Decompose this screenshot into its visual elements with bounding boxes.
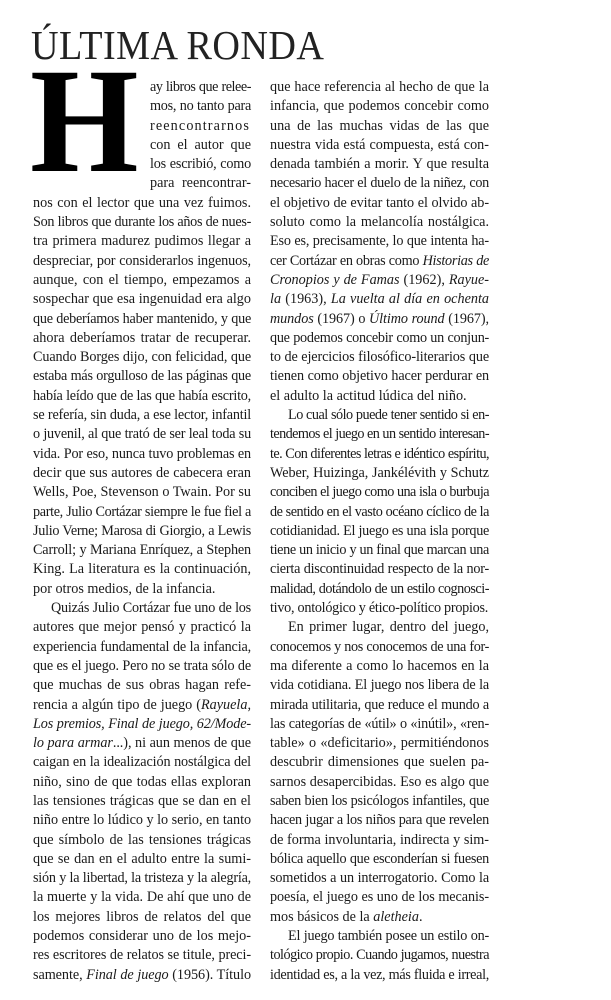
text-line [270, 310, 489, 329]
text-line [33, 811, 251, 830]
text-line [270, 599, 489, 618]
text-segment: los escribió, como [150, 156, 251, 173]
italic-title: Los premios, Final de juego, 62/Mode- [33, 715, 251, 732]
text-segment: identidad es, a la vez, más fluida e irreal, [270, 966, 489, 983]
text-segment: Lo cual sólo puede tener sentido si en- [288, 407, 489, 424]
text-line [150, 174, 251, 193]
text-line [33, 483, 251, 502]
text-segment: cer Cortázar en obras como [270, 252, 423, 269]
text-segment: hacen jugar a los niños para que revelen [270, 812, 489, 829]
text-line [270, 522, 489, 541]
text-segment: (1967), [444, 310, 490, 327]
text-segment: Wells, Poe, Stevenson o Twain. Por su [33, 484, 251, 501]
text-segment: podemos considerar uno de los mejo- [33, 928, 251, 945]
text-line [33, 850, 251, 869]
text-line [270, 696, 489, 715]
text-segment: saben bien los psicólogos infantiles, que [270, 792, 489, 809]
text-line [270, 966, 489, 985]
text-line [33, 541, 251, 560]
text-segment: table» o «deficitario», permitiéndonos [270, 735, 489, 752]
text-segment: sarnos desapercibidas. Eso es algo que [270, 773, 489, 790]
text-segment: vida cotidiana. El juego nos libera de la [270, 677, 489, 694]
text-line [270, 560, 489, 579]
text-segment: estaba más orgulloso de las páginas que [33, 368, 251, 385]
text-line [33, 445, 251, 464]
text-line [33, 387, 251, 406]
text-segment: tienen como objetivo hacer perdurar en [270, 368, 489, 385]
text-segment: tendemos el juego en un sentido interesan- [270, 426, 489, 443]
text-line [270, 252, 489, 271]
italic-title: Rayue- [448, 271, 489, 288]
text-segment: mos, no tanto para [150, 98, 251, 115]
text-line [270, 174, 489, 193]
text-line [33, 252, 251, 271]
text-segment: niño entre lo lúdico y lo serio, en tanto [33, 812, 251, 829]
text-line [33, 194, 251, 213]
text-line [33, 657, 251, 676]
text-segment: experiencia fundamental de la infancia, [33, 638, 251, 655]
text-segment: se refería, sin duda, a ese lector, infantil [33, 407, 251, 424]
text-line [270, 792, 489, 811]
text-segment: cierta discontinuidad respecto de la nor- [270, 561, 489, 578]
text-segment: (1962), [399, 271, 449, 288]
text-segment: de sentido en el vasto océano cíclico de la [270, 503, 489, 520]
text-segment: con el autor que [150, 136, 251, 153]
text-segment: tivo, ontológico y ético-político propios. [270, 600, 488, 617]
text-segment: (1963), [281, 291, 331, 308]
text-segment: cotidianidad. El juego es una isla porque [270, 522, 489, 539]
italic-title: aletheia [373, 908, 419, 925]
text-segment: necesario hacer el duelo de la niñez, con [270, 175, 489, 192]
text-line [33, 464, 251, 483]
text-segment: nos con el lector que una vez fuimos. [33, 194, 251, 211]
text-segment: reencontrarnos [150, 117, 250, 134]
text-segment: malidad, dotándolo de un estilo cognosci- [270, 580, 489, 597]
italic-title: la [270, 291, 282, 308]
text-line [33, 869, 251, 888]
text-line [33, 831, 251, 850]
text-segment: Eso es, precisamente, lo que intenta ha- [270, 233, 489, 250]
text-line [270, 97, 489, 116]
italic-title: mundos [270, 310, 314, 327]
text-segment: Son libros que durante los años de nues- [33, 214, 251, 231]
text-segment: para reencontrar- [150, 175, 251, 192]
text-line [33, 753, 251, 772]
text-line [270, 888, 489, 907]
text-line [33, 773, 251, 792]
text-segment: despreciar, por considerarlos ingenuos, [33, 252, 251, 269]
text-segment: Julio Verne; Marosa di Giorgio, a Lewis [33, 522, 251, 539]
text-segment: infancia, que podemos concebir como [270, 98, 489, 115]
text-line [270, 117, 489, 136]
text-line [33, 946, 251, 965]
text-segment: soluto como la melancolía nostálgica. [270, 214, 489, 231]
text-segment: tológico propio. Cuando jugamos, nuestra [270, 947, 489, 964]
text-line [270, 136, 489, 155]
text-segment: parte, Julio Cortázar siempre le fue fiel a [33, 503, 251, 520]
text-line [270, 657, 489, 676]
text-segment: que es el juego. Pero no se trata sólo de [33, 657, 251, 674]
text-line [150, 136, 251, 155]
text-segment: Quizás Julio Cortázar fue uno de los [51, 600, 251, 617]
text-line [270, 155, 489, 174]
text-segment: King. La literatura es la continuación, [33, 561, 251, 578]
text-line [270, 483, 489, 502]
text-line [33, 522, 251, 541]
italic-title: lo para armar [33, 735, 113, 752]
text-line [270, 290, 489, 309]
italic-title: La vuelta al día en ochenta [330, 291, 489, 308]
article-title: ÚLTIMA RONDA [31, 22, 325, 69]
text-segment: nuestra vida está compuesta, está con- [270, 136, 489, 153]
text-line [33, 271, 251, 290]
italic-title: Rayuela, [200, 696, 251, 713]
text-segment: sospechar que esa ingenuidad era algo [33, 291, 251, 308]
text-line [33, 310, 251, 329]
text-line [270, 232, 489, 251]
text-segment: por otros medios, de la infancia. [33, 580, 216, 597]
text-line [270, 618, 489, 637]
text-line [270, 387, 489, 406]
text-segment: mirada utilitaria, que reduce el mundo a [270, 696, 489, 713]
drop-cap: H [30, 38, 139, 204]
text-line [33, 329, 251, 348]
text-segment: conciben el juego como una isla o burbuja [270, 484, 489, 501]
text-line [33, 792, 251, 811]
text-line [33, 503, 251, 522]
text-segment: ...), ni aun menos de que [112, 735, 251, 752]
text-segment: las categorías de «útil» o «inútil», «ren- [270, 715, 489, 732]
text-segment: poesía, el juego es uno de los mecanis- [270, 889, 489, 906]
text-line [150, 78, 251, 97]
text-segment: rencia a algún tipo de juego ( [33, 696, 201, 713]
text-line [33, 599, 251, 618]
text-line [33, 908, 251, 927]
text-segment: descubrir dimensiones que suelen pa- [270, 754, 489, 771]
text-segment: ay libros que relee- [150, 79, 251, 95]
text-segment: de forma involuntaria, indirecta y sim- [270, 831, 489, 848]
italic-title: Final de juego [86, 966, 169, 983]
text-segment: aunque, con el tiempo, empezamos a [33, 271, 251, 288]
text-line [270, 946, 489, 965]
text-segment: autores que mejor pensó y practicó la [33, 619, 251, 636]
text-line [33, 425, 251, 444]
text-line [33, 560, 251, 579]
text-segment: Cuando Borges dijo, con felicidad, que [33, 349, 251, 366]
text-segment: una de las muchas vidas de las que [270, 117, 489, 134]
text-segment: . [418, 908, 423, 925]
italic-title: Cronopios y de Famas [270, 271, 400, 288]
text-line [33, 232, 251, 251]
text-segment: los mejores libros de relatos del que [33, 908, 251, 925]
text-segment: que muchas de sus obras hagan refe- [33, 677, 251, 694]
text-line [270, 850, 489, 869]
text-segment: conocemos y nos conocemos de una for- [270, 638, 489, 655]
text-line [33, 367, 251, 386]
text-segment: to de ejercicios filosófico-literarios que [270, 349, 489, 366]
text-line [33, 213, 251, 232]
text-line [270, 773, 489, 792]
text-segment: tiene un inicio y un final que marcan una [270, 542, 489, 559]
text-segment: que se dan en el adulto entre la sumi- [33, 850, 251, 867]
text-line [33, 734, 251, 753]
text-segment: El juego también posee un estilo on- [288, 928, 489, 945]
right-column [270, 78, 489, 985]
text-line [270, 927, 489, 946]
text-line [270, 715, 489, 734]
text-line [150, 97, 251, 116]
text-line [270, 348, 489, 367]
text-line [33, 580, 251, 599]
text-line [33, 715, 251, 734]
text-line [270, 425, 489, 444]
left-column [33, 78, 251, 985]
italic-title: Historias de [422, 252, 490, 269]
text-line [270, 811, 489, 830]
text-segment: que podemos concebir como un conjun- [270, 329, 489, 346]
text-segment: (1967) o [313, 310, 369, 327]
text-segment: te. Con diferentes letras e idéntico espíritu, [270, 445, 489, 462]
text-line [33, 676, 251, 695]
text-segment: mos básicos de la [270, 908, 374, 925]
text-line [270, 580, 489, 599]
text-segment: bólica aquello que esconderían si fuesen [270, 850, 489, 867]
text-line [270, 676, 489, 695]
text-segment: tra primera madurez pudimos llegar a [33, 233, 251, 250]
text-line [270, 734, 489, 753]
text-line [33, 618, 251, 637]
text-segment: (1956). Título [168, 966, 251, 983]
text-segment: sión y la libertad, la tristeza y la alegría, [33, 870, 251, 887]
text-line [270, 78, 489, 97]
text-line [270, 194, 489, 213]
text-segment: niño, sino de que todas ellas exploran [33, 773, 251, 790]
text-segment: ahora deberíamos tratar de recuperar. [33, 329, 251, 346]
text-segment: las tensiones trágicas que se dan en el [33, 792, 251, 809]
text-line [270, 271, 489, 290]
italic-title: Último round [369, 310, 445, 327]
text-segment: Carroll; y Mariana Enríquez, a Stephen [33, 542, 251, 559]
text-segment: había leído que de las que había escrito, [33, 387, 251, 404]
text-segment: que deberíamos haber mantenido, y que [33, 310, 251, 327]
text-line [270, 213, 489, 232]
text-line [33, 927, 251, 946]
text-line [150, 117, 251, 136]
text-segment: el adulto la actitud lúdica del niño. [270, 387, 467, 404]
text-segment: samente, [33, 966, 87, 983]
text-segment: denada también a morir. Y que resulta [270, 156, 489, 173]
text-line [270, 908, 489, 927]
text-line [270, 445, 489, 464]
text-line [150, 155, 251, 174]
text-line [33, 290, 251, 309]
text-line [33, 888, 251, 907]
text-segment: o juvenil, al que trató de ser leal toda su [33, 426, 251, 443]
text-segment: la muerte y la vida. De ahí que uno de [33, 889, 251, 906]
text-line [270, 541, 489, 560]
text-segment: decir que sus autores de cabecera eran [33, 464, 251, 481]
text-segment: que hace referencia al hecho de que la [270, 79, 489, 95]
text-segment: ma diferente a como lo hacemos en la [270, 657, 489, 674]
text-line [33, 696, 251, 715]
text-line [33, 348, 251, 367]
text-line [270, 753, 489, 772]
text-segment: que símbolo de las tensiones trágicas [33, 831, 251, 848]
text-segment: sometidos a un interrogatorio. Como la [270, 870, 489, 887]
text-line [33, 638, 251, 657]
text-line [270, 464, 489, 483]
text-line [270, 406, 489, 425]
text-line [270, 638, 489, 657]
text-segment: vida. Por eso, nunca tuvo problemas en [33, 445, 251, 462]
text-segment: caigan en la idealización nostálgica del [33, 754, 251, 771]
text-line [270, 329, 489, 348]
text-line [270, 869, 489, 888]
text-line [270, 503, 489, 522]
text-segment: Weber, Huizinga, Jankélévith y Schutz [270, 464, 489, 481]
text-line [270, 831, 489, 850]
text-line [270, 367, 489, 386]
text-segment: el objetivo de evitar tanto el olvido ab- [270, 194, 489, 211]
text-segment: res escritores de relatos se titule, preci- [33, 947, 251, 964]
text-segment: En primer lugar, dentro del juego, [288, 619, 489, 636]
text-line [33, 406, 251, 425]
text-line [33, 966, 251, 985]
